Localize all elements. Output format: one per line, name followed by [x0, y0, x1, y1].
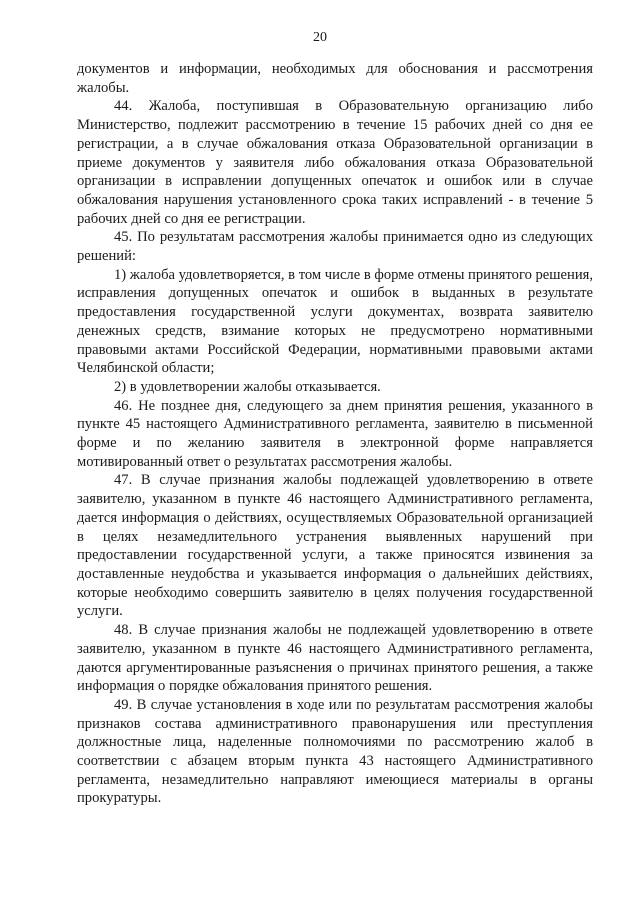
paragraph-45-option-1: 1) жалоба удовлетворяется, в том числе в форме отмены принятого решения, исправления допущенных опечаток и ошибок в выданных в результате предоставления государственной услуги документах, возврата заявителю денежных средств, взимание которых не предусмотрено нормативными правовыми актами Российской Федерации, нормативными правовыми актами Челябинской области;: [77, 266, 593, 377]
paragraph-48: 48. В случае признания жалобы не подлежащей удовлетворению в ответе заявителю, указанном в пункте 46 настоящего Административного регламента, даются аргументированные разъяснения о причинах принятого решения, а также информация о порядке обжалования принятого решения.: [77, 622, 593, 695]
paragraph-47: 47. В случае признания жалобы подлежащей удовлетворению в ответе заявителю, указанном в пункте 46 настоящего Административного регламента, дается информация о действиях, осуществляемых Образовательной организацией в целях незамедлительного устранения выявленных нарушений при предоставлении государственной услуги, а также приносятся извинения за доставленные неудобства и указывается информация о дальнейших действиях, которые необходимо совершить заявителю в целях получения государственной услуги.: [77, 472, 593, 620]
paragraph-44: 44. Жалоба, поступившая в Образовательную организацию либо Министерство, подлежит рассмотрению в течение 15 рабочих дней со дня ее регистрации, а в случае обжалования отказа Образовательной организации в приеме документов у заявителя либо обжалования отказа Образовательной организации в исправлении допущенных опечаток и ошибок или в случае обжалования нарушения установленного срока таких исправлений - в течение 5 рабочих дней со дня ее регистрации.: [77, 98, 593, 227]
paragraph-45-option-2: 2) в удовлетворении жалобы отказывается.: [114, 378, 381, 395]
paragraph-46: 46. Не позднее дня, следующего за днем принятия решения, указанного в пункте 45 настоящего Административного регламента, заявителю в письменной форме и по желанию заявителя в электронной форме направляется мотивированный ответ о результатах рассмотрения жалобы.: [77, 397, 593, 470]
document-body: [77, 60, 593, 808]
paragraph-continuation: документов и информации, необходимых для обоснования и рассмотрения жалобы.: [77, 61, 593, 96]
paragraph-49: 49. В случае установления в ходе или по результатам рассмотрения жалобы признаков состава административного правонарушения или преступления должностные лица, наделенные полномочиями по рассмотрению жалоб в соответствии с абзацем вторым пункта 43 настоящего Административного регламента, незамедлительно направляют имеющиеся материалы в органы прокуратуры.: [77, 696, 593, 807]
page-number: 20: [313, 30, 327, 45]
paragraph-45: 45. По результатам рассмотрения жалобы принимается одно из следующих решений:: [77, 229, 593, 265]
